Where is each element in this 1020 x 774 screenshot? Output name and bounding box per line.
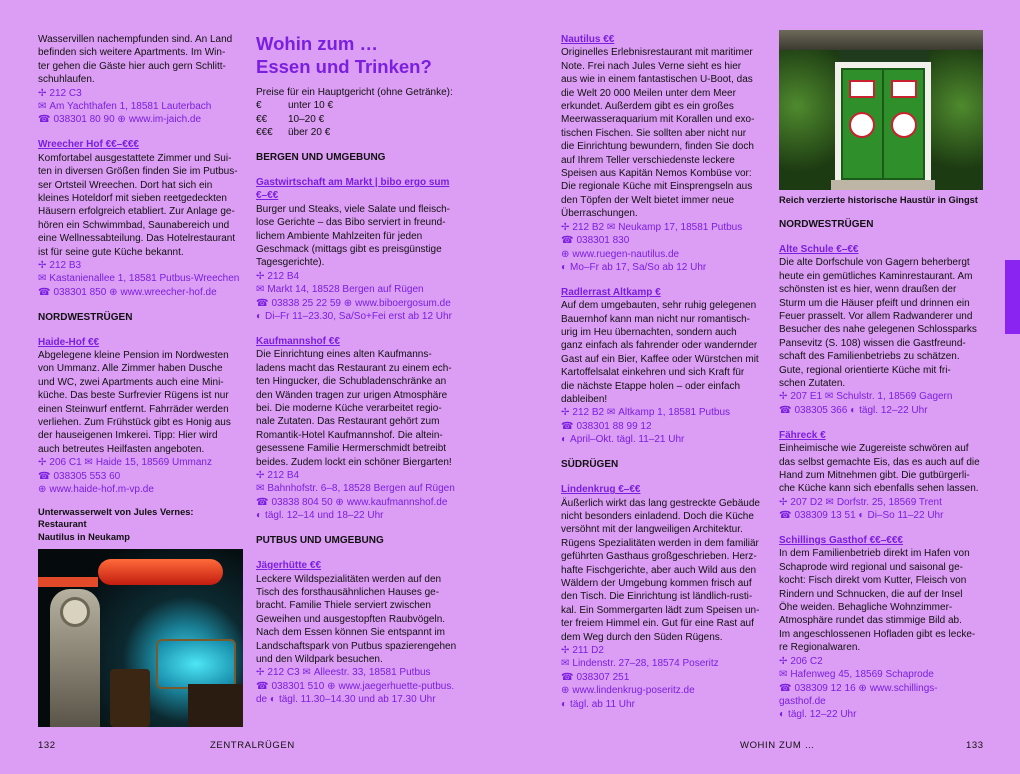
photo-chair — [110, 669, 150, 727]
text-line: gesessene Familie Hermerschmidt betreibt — [256, 443, 447, 455]
clock-icon: ◐ — [850, 404, 857, 416]
photo-panel — [891, 80, 917, 98]
phone[interactable]: 038309 13 51 — [794, 510, 856, 522]
photo-aquarium — [156, 639, 236, 689]
contact-line — [561, 684, 773, 697]
map-ref-address: ✢ 207 E1 ✉ Schulstr. 1, 18569 Gagern — [779, 391, 953, 403]
entry-title-haide-hof[interactable]: Haide-Hof €€ — [38, 336, 100, 348]
web-icon: ⊕ — [335, 496, 344, 508]
website-link[interactable]: www.haide-hof.m-vp.de — [49, 484, 154, 496]
map-ref-icon: ✢ — [38, 87, 47, 99]
text-line: Schaprode wird regional und saisonal ge- — [779, 561, 964, 573]
web-icon: ⊕ — [561, 248, 570, 260]
text-line: hören ein Schwimmbad, Saunabereich und — [38, 219, 230, 231]
text-line: kocht: Fisch direkt vom Kutter, Fleisch von — [779, 575, 967, 587]
text-line: den Wänden tragen zur urigen Atmosphäre — [256, 389, 448, 401]
website-link[interactable]: www.ruegen-nautilus.de — [572, 248, 680, 260]
section-heading: PUTBUS UND UMGEBUNG — [256, 535, 384, 547]
text-line: schönsten ist es hier, wenn draußen der — [779, 284, 957, 296]
phone[interactable]: 03838 25 22 59 — [271, 297, 341, 309]
text-line: schen Zutaten. — [779, 377, 846, 389]
contact-line — [561, 234, 773, 247]
address-icon: ✉ — [302, 667, 311, 679]
photo-table — [188, 684, 243, 727]
page-heading: Wohin zum … — [256, 33, 378, 54]
entry-title-kaufmannshof[interactable]: Kaufmannshof €€ — [256, 336, 340, 347]
text-line: Gast auf ein Bier, Kaffee oder Würstchen mit — [561, 353, 759, 365]
text-line: ten Hingucker, die Schubladenschränke an — [256, 376, 447, 388]
opening-hours: ◐ Mo–Fr ab 17, Sa/So ab 12 Uhr — [561, 261, 707, 273]
phone-icon: ☎ — [256, 297, 269, 309]
text-line: die Einrichtung bewundern, finden Sie doch — [561, 141, 754, 153]
phone-icon: ☎ — [256, 496, 269, 508]
text-line: ser Ortsteil Wreechen. Dort hat sich ein — [38, 179, 213, 191]
contact-line — [779, 682, 983, 709]
photo-helmet — [60, 597, 90, 627]
address-icon: ✉ — [84, 457, 93, 469]
text-line: ter gehen die Gäste hier auch gern Schlitt- — [38, 60, 226, 72]
contact-line — [38, 113, 244, 126]
text-line: Besucher des nahe gelegenen Schlossparks — [779, 324, 977, 336]
text-line: der hauseigenen Imkerei. Tipp: Hier wird — [38, 430, 218, 442]
address-icon: ✉ — [824, 391, 834, 403]
web-icon: ⊕ — [858, 682, 867, 694]
map-ref-address: ✢ 212 B2 ✉ Altkamp 1, 18581 Putbus — [561, 407, 731, 419]
text-line: che Küche kann sich ebenfalls sehen lassen. — [779, 483, 979, 495]
text-line: hafte Fischgerichte, aber auch Wild aus den — [561, 564, 757, 576]
website-link[interactable]: www.im-jaich.de — [128, 114, 202, 126]
map-ref: ✢ 212 C3 — [38, 87, 82, 99]
historic-door-photo — [779, 30, 983, 190]
contact-line — [38, 470, 244, 483]
phone[interactable]: 03838 804 50 — [271, 496, 333, 508]
map-ref-icon: ✢ — [779, 655, 788, 667]
underwater-restaurant-photo — [38, 549, 243, 727]
text-line: Rindern und Schnucken, die auf der Insel — [779, 588, 963, 600]
phone[interactable]: 038301 80 90 — [53, 114, 115, 126]
photo-caption: Unterwasserwelt von Jules Vernes: Restaurant — [38, 506, 194, 529]
text-line: In dem Familienbetrieb direkt im Hafen von — [779, 548, 970, 560]
address-icon: ✉ — [606, 221, 616, 233]
text-line: Geschmack (mittags gibt es preisgünstige — [256, 244, 442, 256]
text-line: bracht. Familie Thiele serviert zwischen — [256, 600, 431, 612]
text-line: auch betreutes Heilfasten angeboten. — [38, 443, 205, 455]
clock-icon: ◐ — [269, 694, 276, 706]
text-line: Burger und Steaks, viele Salate und fleisch- — [256, 203, 450, 215]
opening-hours: ◐ tägl. 12–14 und 18–22 Uhr — [256, 510, 384, 522]
website-link[interactable]: www.lindenkrug-poseritz.de — [572, 685, 695, 697]
column-3 — [561, 33, 773, 711]
text-line: Bauernhof kann man nicht nur romantisch- — [561, 313, 750, 325]
address-icon: ✉ — [256, 284, 265, 296]
map-ref-icon: ✢ — [256, 270, 265, 282]
map-ref-icon: ✢ — [38, 260, 47, 271]
phone[interactable]: 038301 830 — [576, 235, 630, 247]
entry-title-radlerrast[interactable]: Radlerrast Altkamp € — [561, 286, 661, 298]
column-1 — [38, 33, 244, 727]
map-ref-icon: ✢ — [561, 221, 570, 233]
photo-panel — [849, 80, 875, 98]
phone-icon: ☎ — [779, 510, 792, 522]
text-line: Die alte Dorfschule von Gagern beherbergt — [779, 257, 970, 269]
text-line: die nächste Etappe holen – oder einfach — [561, 380, 741, 392]
text-line: ganz einfach als fahrender oder wandernder — [561, 340, 758, 352]
text-line: den Töpfen der Welt bietet immer neue — [561, 194, 735, 206]
text-line: einen Steinwurf entfernt. Fahrräder werden — [38, 403, 229, 415]
price-row: €€€ über 20 € — [256, 127, 331, 139]
clock-icon: ◐ — [561, 261, 568, 273]
text-line: kleines Hoteldorf mit sieben reetgedeckten — [38, 192, 227, 204]
entry-title-nautilus[interactable]: Nautilus €€ — [561, 34, 615, 45]
entry-title-schillings-gasthof[interactable]: Schillings Gasthof €€–€€€ — [779, 535, 903, 547]
text-line: eine Wellnessabteilung. Das Hotelrestaurant — [38, 233, 236, 245]
text-line: lichem Ambiente Mahlzeiten für jeden — [256, 230, 423, 242]
section-heading: NORDWESTRÜGEN — [779, 219, 874, 230]
address: ✉ Hafenweg 45, 18569 Schaprode — [779, 669, 934, 681]
text-line: erkundet. Außerdem gibt es ein großes — [561, 101, 734, 113]
section-heading: BERGEN UND UMGEBUNG — [256, 152, 386, 164]
address-icon: ✉ — [38, 273, 47, 285]
text-line: tischen Fischen. Sie sollten aber nicht nur — [561, 127, 747, 139]
text-line: Die Einrichtung eines alten Kaufmanns- — [256, 349, 432, 361]
web-icon: ⊕ — [109, 286, 118, 298]
text-line: auf Ihrem Teller verschiedenste leckere — [561, 154, 735, 166]
text-line: bei. Die moderne Küche verarbeitet regio- — [256, 403, 442, 415]
text-line: Note. Frei nach Jules Verne sieht es hier — [561, 60, 742, 72]
column-4 — [779, 30, 983, 722]
text-line: Atmosphäre rundet das stimmige Bild ab. — [779, 615, 962, 627]
text-line: Äußerlich wirkt das lang gestreckte Gebäude — [561, 497, 760, 509]
photo-thatch — [779, 30, 983, 50]
photo-ivy — [929, 50, 983, 190]
text-line: ladens macht das Restaurant zu einem ech- — [256, 362, 452, 374]
text-line: Häusern erfolgreich etabliert. Zur Anlage ge- — [38, 206, 235, 218]
map-ref-address: ✢ 206 C1 ✉ Haide 15, 18569 Ummanz — [38, 457, 212, 469]
text-line: Abgelegene kleine Pension im Nordwesten — [38, 350, 229, 362]
phone-icon: ☎ — [256, 680, 269, 692]
page-number-left: 132 — [38, 740, 56, 751]
contact-line: de ◐ tägl. 11.30–14.30 und ab 17.30 Uhr — [256, 694, 436, 706]
text-line: geführten Gasthaus großgeschrieben. Herz- — [561, 551, 757, 563]
text-line: verliehen. Zum Frühstück gibt es Honig aus — [38, 417, 231, 429]
text-line: Komfortabel ausgestattete Zimmer und Sui- — [38, 152, 232, 164]
contact-line — [561, 420, 773, 433]
address-icon: ✉ — [825, 496, 834, 508]
clock-icon: ◐ — [561, 698, 568, 710]
photo-ivy — [779, 50, 839, 190]
contact-line — [256, 496, 468, 509]
map-ref-address: ✢ 207 D2 ✉ Dorfstr. 25, 18569 Trent — [779, 496, 942, 508]
text-line: schaft des Familienbetriebs zu schätzen. — [779, 351, 960, 363]
address-icon: ✉ — [561, 658, 570, 670]
entry-title-jaegerhuette[interactable]: Jägerhütte €€ — [256, 560, 322, 572]
address-icon: ✉ — [779, 669, 788, 681]
phone-icon: ☎ — [779, 682, 792, 694]
phone-icon: ☎ — [561, 420, 574, 432]
text-line: Nach dem Essen können Sie entspannt im — [256, 627, 445, 639]
text-line: Meerwasseraquarium mit Korallen und exo- — [561, 114, 755, 126]
map-ref: ✢ 212 B4 — [256, 270, 300, 282]
web-icon: ⊕ — [343, 297, 353, 309]
opening-hours: ◐ April–Okt. tägl. 11–21 Uhr — [561, 434, 685, 446]
map-ref: ✢ 212 B3 — [38, 260, 82, 271]
clock-icon: ◐ — [256, 510, 263, 522]
text-line: Sturm um die Häuser pfeift und drinnen ein — [779, 297, 970, 309]
web-icon: ⊕ — [561, 685, 570, 697]
clock-icon: ◐ — [256, 311, 263, 323]
map-ref: ✢ 211 D2 — [561, 644, 604, 656]
text-line: Leckere Wildspezialitäten werden auf den — [256, 573, 442, 585]
contact-line — [256, 297, 468, 310]
entry-title-gastwirtschaft-price[interactable]: €–€€ — [256, 190, 279, 202]
text-line: Hand zum Mitnehmen gibt. Die gutbürgerli- — [779, 469, 970, 481]
opening-hours: ◐ Di–Fr 11–23.30, Sa/So+Fei erst ab 12 Uhr — [256, 311, 452, 323]
website-link[interactable]: www.kaufmannshof.de — [346, 496, 448, 508]
text-line: kal. Ein Sommergarten lädt zum Speisen un- — [561, 604, 760, 616]
address: ✉ Kastanienallee 1, 18581 Putbus-Wreechen — [38, 273, 240, 285]
text-line: beides. Zudem lockt ein schöner Biergarten! — [256, 456, 452, 468]
text-line: Im angeschlossenen Hofladen gibt es lecke- — [779, 628, 976, 640]
map-ref-icon: ✢ — [561, 407, 570, 419]
phone[interactable]: 038307 251 — [576, 671, 630, 683]
phone[interactable]: 038301 510 — [271, 680, 325, 692]
map-ref-icon: ✢ — [38, 457, 47, 469]
address-icon: ✉ — [38, 101, 47, 113]
web-icon: ⊕ — [117, 114, 126, 126]
phone[interactable]: 038309 12 16 — [794, 682, 856, 694]
opening-hours: ◐ tägl. 12–22 Uhr — [779, 709, 857, 721]
phone-icon: ☎ — [38, 286, 51, 298]
photo-step — [831, 180, 935, 190]
text-line: Auf dem umgebauten, sehr ruhig gelegenen — [561, 300, 757, 312]
text-line: ten in diversen Größen finden Sie im Putbus- — [38, 166, 238, 178]
map-ref: ✢ 206 C2 — [779, 655, 823, 667]
map-ref-icon: ✢ — [256, 470, 265, 482]
text-line: ter freiem Himmel ein. Gut für eine Rast auf — [561, 618, 754, 630]
contact-line: ☎ 038305 366 ◐ tägl. 12–22 Uhr — [779, 404, 928, 416]
web-icon: ⊕ — [327, 680, 336, 692]
photo-door-split — [882, 68, 884, 180]
phone-icon: ☎ — [561, 235, 574, 247]
entry-title-lindenkrug[interactable]: Lindenkrug €–€€ — [561, 484, 641, 496]
text-line: Tagesgerichte). — [256, 257, 325, 269]
text-line: Überraschungen. — [561, 208, 638, 220]
address: ✉ Lindenstr. 27–28, 18574 Poseritz — [561, 658, 719, 670]
text-line: nale Zutaten. Das Restaurant gehört zum — [256, 416, 440, 428]
map-ref-icon: ✢ — [256, 667, 265, 679]
contact-line: ☎ 038309 13 51 ◐ Di–So 11–22 Uhr — [779, 510, 944, 522]
text-line: Romantik-Hotel Kaufmannshof. Die altein- — [256, 429, 443, 441]
text-line: schuhlaufen. — [38, 74, 95, 86]
section-heading: SÜDRÜGEN — [561, 459, 619, 471]
column-2 — [256, 33, 468, 707]
text-line: Originelles Erlebnisrestaurant mit maritimer — [561, 47, 753, 59]
contact-line — [38, 286, 244, 299]
map-ref-icon: ✢ — [779, 391, 788, 403]
website-link[interactable]: www.biboergosum.de — [355, 297, 451, 309]
text-line: Öhe weiden. Behagliche Wohnzimmer- — [779, 602, 953, 614]
address-icon: ✉ — [606, 407, 616, 419]
photo-caption: Reich verzierte historische Haustür in Gingst — [779, 195, 978, 205]
photo-pipe — [98, 559, 223, 585]
web-icon: ⊕ — [38, 484, 47, 496]
photo-pipe — [38, 577, 98, 587]
text-line: und den Wildpark besuchen. — [256, 653, 383, 665]
text-line: Tisch des forsthausähnlichen Hauses ge- — [256, 586, 440, 598]
text-line: und WC, zwei Apartments auch eine Mini- — [38, 376, 224, 388]
contact-line — [38, 483, 244, 496]
page-heading: Essen und Trinken? — [256, 55, 432, 77]
phone-icon: ☎ — [779, 404, 792, 416]
phone-icon: ☎ — [561, 671, 574, 683]
text-line: von Ummanz. Alle Zimmer haben Dusche — [38, 363, 223, 375]
clock-icon: ◐ — [561, 434, 568, 446]
opening-hours: ◐ tägl. ab 11 Uhr — [561, 698, 635, 710]
text-line: küche. Das beste Surfrevier Rügens ist nur — [38, 390, 229, 402]
text-line: heute ein gemütliches Kaminrestaurant. Am — [779, 270, 973, 282]
website-link[interactable]: www.wreecher-hof.de — [120, 286, 217, 298]
address: ✉ Am Yachthafen 1, 18581 Lauterbach — [38, 101, 212, 113]
text-line: Rügens Spezialitäten werden in dem familiär — [561, 537, 759, 549]
text-line: Landschaftspark von Putbus spazierengehen — [256, 640, 457, 652]
phone-icon: ☎ — [38, 470, 51, 482]
text-line: dableiben! — [561, 394, 608, 406]
text-line: die Welt 20 000 Meilen unter dem Meer — [561, 87, 736, 99]
text-line: dem Weg durch den Süden Rügens. — [561, 631, 723, 643]
text-line: befinden sich weitere Apartments. Im Win- — [38, 47, 226, 59]
entry-title-gastwirtschaft[interactable]: Gastwirtschaft am Markt | bibo ergo sum — [256, 177, 450, 189]
text-line: ist für seine gute Küche bekannt. — [38, 246, 184, 258]
text-line: den Tisch. Die Einrichtung ist ländlich-rusti- — [561, 591, 753, 603]
page-number-right: 133 — [966, 740, 984, 751]
photo-panel — [891, 112, 917, 138]
running-title-left: ZENTRALRÜGEN — [210, 740, 295, 751]
phone[interactable]: 038301 88 99 12 — [576, 420, 652, 432]
website-link[interactable]: de — [256, 694, 268, 706]
price-intro: Preise für ein Hauptgericht (ohne Getränke): — [256, 87, 453, 98]
running-title-right: WOHIN ZUM … — [740, 740, 815, 751]
map-ref-icon: ✢ — [779, 496, 788, 508]
text-line: re Regionalwaren. — [779, 642, 861, 654]
entry-title-alte-schule[interactable]: Alte Schule €–€€ — [779, 243, 859, 255]
text-line: Wasservillen nachempfunden sind. An Land — [38, 34, 233, 45]
text-line: Kartoffelsalat einkehren und sich Kraft für — [561, 367, 745, 379]
phone[interactable]: 038301 850 — [53, 286, 107, 298]
entry-title-wreecher-hof[interactable]: Wreecher Hof €€–€€€ — [38, 139, 139, 151]
phone-icon: ☎ — [38, 114, 51, 126]
text-line: Speisen aus Kapitän Nemos Kombüse vor: — [561, 168, 752, 180]
price-row: € unter 10 € — [256, 100, 334, 112]
text-line: aus wie in einem fantastischen U-Boot, das — [561, 74, 753, 86]
phone[interactable]: 038305 366 — [794, 404, 848, 416]
text-line: das selbst gemachte Eis, das es auch auf die — [779, 456, 980, 468]
website-link[interactable]: www.jaegerhuette-putbus. — [338, 680, 455, 692]
contact-line — [561, 671, 773, 684]
chapter-tab-marker — [1005, 260, 1020, 334]
website-link[interactable]: www.schillings-gasthof.de — [779, 682, 938, 707]
text-line: Gute, regional orientierte Küche mit fri- — [779, 364, 951, 376]
map-ref-address: ✢ 212 C3 ✉ Alleestr. 33, 18581 Putbus — [256, 667, 431, 679]
text-line: Pansevitz (S. 108) wissen die Gastfreund- — [779, 337, 966, 349]
address-icon: ✉ — [256, 483, 265, 495]
map-ref-icon: ✢ — [561, 644, 570, 656]
contact-line — [256, 680, 468, 693]
entry-title-faehreck[interactable]: Fähreck € — [779, 429, 826, 441]
text-line: nicht besonders einladend. Doch die Küche — [561, 510, 754, 522]
address: ✉ Markt 14, 18528 Bergen auf Rügen — [256, 284, 424, 296]
section-heading: NORDWESTRÜGEN — [38, 311, 133, 323]
text-line: urig im Heu übernachten, sondern auch — [561, 327, 737, 339]
clock-icon: ◐ — [858, 510, 865, 522]
map-ref: ✢ 212 B4 — [256, 470, 300, 482]
text-line: Wäldern der Umgebung kommen frisch auf — [561, 577, 752, 589]
text-line: lose Gerichte – das Bibo serviert in freund- — [256, 217, 446, 229]
text-line: Einheimische wie Zugereiste schwören auf — [779, 443, 969, 455]
address: ✉ Bahnhofstr. 6–8, 18528 Bergen auf Rügen — [256, 483, 455, 495]
text-line: versöhnt mit der langweiligen Architektur. — [561, 524, 743, 536]
text-line: Geweihen und ausgestopften Raubvögeln. — [256, 613, 446, 625]
phone[interactable]: 038305 553 60 — [53, 470, 121, 482]
clock-icon: ◐ — [779, 709, 786, 721]
price-row: €€ 10–20 € — [256, 113, 325, 125]
photo-caption: Nautilus in Neukamp — [38, 531, 130, 542]
text-line: Feuer prasselt. Vor allem Radwanderer und — [779, 310, 973, 322]
contact-line — [561, 248, 773, 261]
text-line: Die regionale Küche mit Einsprengseln aus — [561, 181, 753, 193]
photo-panel — [849, 112, 875, 138]
map-ref-address: ✢ 212 B2 ✉ Neukamp 17, 18581 Putbus — [561, 221, 743, 233]
